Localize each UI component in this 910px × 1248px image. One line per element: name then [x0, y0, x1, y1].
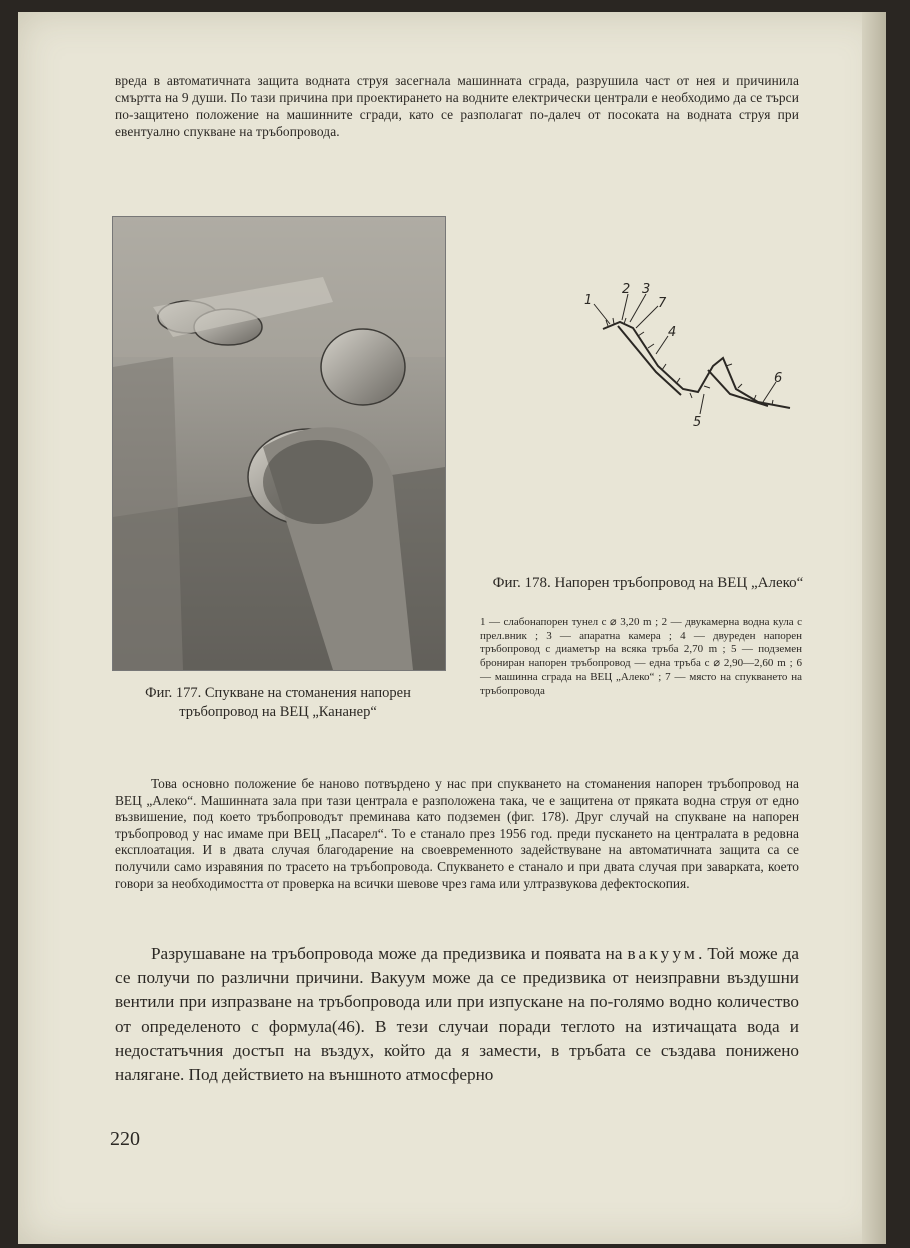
diagram-label-4: 4: [668, 325, 677, 340]
diagram-label-7: 7: [658, 296, 667, 311]
diagram-label-3: 3: [642, 282, 651, 297]
diagram-label-6: 6: [774, 371, 783, 386]
middle-paragraph: Това основно положение бе наново потвърдено у нас при спукването на стоманения напорен тръбопровод на ВЕЦ „Алеко“. Машинната зала при тази централа е разположена така, че е защитена от пряката водна струя от едно възвишение, под което тръбопроводът преминава като подземен (фиг. 178). Друг случай на спукване на напорен тръбопровод у нас имаме при ВЕЦ „Пасарел“. То е станало през 1956 год. преди пускането на централата в редовна експлоатация. И в двата случая благодарение на своевременното задействуване на автоматичната защита са се получили само изравяния по трасето на тръбопровода. Спукването е станало и при двата случая при заварката, което говори за необходимостта от проверка на всички шевове чрез гама или ултразвукова дефектоскопия.: [115, 776, 799, 891]
bottom-paragraph-start: Разрушаване на тръбопровода може да предизвика и появата на: [151, 944, 628, 963]
top-paragraph: вреда в автоматичната защита водната струя засегнала машинната сграда, разрушила част от нея и причинила смъртта на 9 души. По тази причина при проектирането на водните електрически централи е необходимо да се търси по-защитено положение на машинните сгради, като се разполагат по-далеч от посоката на водната струя при евентуално спукване на тръбопровода.: [115, 73, 799, 139]
diagram-label-2: 2: [622, 282, 631, 297]
spaced-term: вакуум: [627, 944, 699, 963]
figure-177-caption: Фиг. 177. Спукване на стоманения напорен тръбопровод на ВЕЦ „Кананер“: [145, 685, 411, 720]
figure-178-legend: 1 — слабонапорен тунел с ⌀ 3,20 m ; 2 — двукамерна водна кула с прел.вник ; 3 — апаратна камера ; 4 — двуреден напорен тръбопровод с диаметър на всяка тръба 2,70 m ; 5 — подземен брониран напорен тръбопровод — една тръба с ⌀ 2,90—2,60 m ; 6 — машинна сграда на ВЕЦ „Алеко“ ; 7 — място на спукването на тръбопровода: [480, 616, 802, 697]
bottom-paragraph-rest: . Той може да се получи по различни причини. Вакуум може да се предизвика от неизправни въздушни вентили при изпразване на тръбопровода или при изпускане на по-голямо водно количество от определеното с формула(46). В тези случаи поради теглото на изтичащата вода и недостатъчния достъп на въздух, който да я замести, в тръбата се създава понижено налягане. Под действието на външното атмосферно: [115, 944, 799, 1085]
figure-178-title: Фиг. 178. Напорен тръбопровод на ВЕЦ „Алеко“: [492, 575, 804, 591]
page-number: 220: [110, 1128, 140, 1150]
figure-178-diagram: [558, 274, 798, 434]
bottom-paragraph: [115, 942, 799, 1087]
diagram-label-1: 1: [584, 293, 593, 308]
diagram-label-5: 5: [693, 415, 702, 430]
page-binding-shadow: [862, 12, 886, 1244]
figure-177-photo: [112, 216, 446, 671]
book-page: [18, 12, 886, 1244]
